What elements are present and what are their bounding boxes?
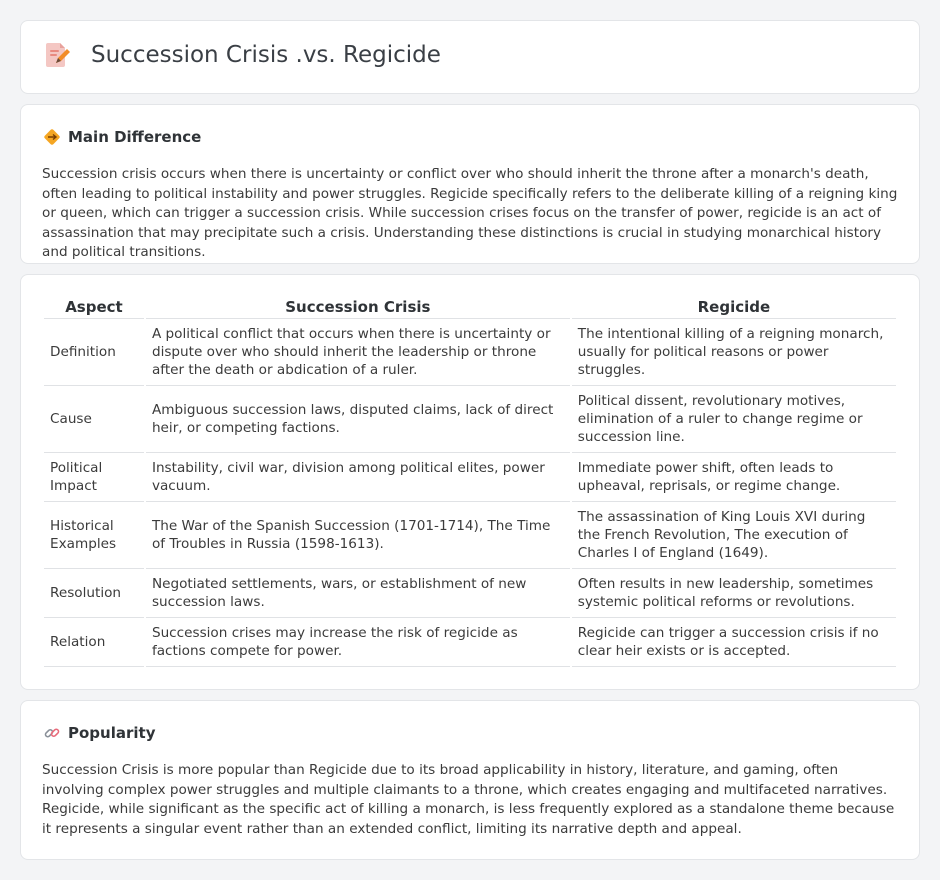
regicide-cell: The assassination of King Louis XVI during the French Revolution, The execution of Charles I of England (1649). <box>572 502 896 569</box>
page-title: Succession Crisis .vs. Regicide <box>91 42 441 68</box>
succession-cell: Succession crises may increase the risk of regicide as factions compete for power. <box>146 618 570 667</box>
regicide-cell: Immediate power shift, often leads to upheaval, reprisals, or regime change. <box>572 453 896 502</box>
aspect-cell: Political Impact <box>44 453 144 502</box>
popularity-heading <box>42 723 155 743</box>
table-header-row <box>44 295 896 319</box>
header-card <box>20 20 920 94</box>
header-regicide: Regicide <box>572 295 896 319</box>
main-difference-title: Main Difference <box>68 128 202 146</box>
document-edit-icon <box>45 41 71 69</box>
main-difference-text: Succession crisis occurs when there is uncertainty or conflict over who should inherit the throne after a monarch's death, often leading to political instability and power struggles. Regicide specifically refers to the deliberate killing of a reigning king or queen, which can trigger a succession crisis. While succession crises focus on the transfer of power, regicide is an act of assassination that may precipitate such a crisis. Understanding these distinctions is crucial in studying monarchical history and political transitions. <box>42 166 898 260</box>
aspect-cell: Cause <box>44 386 144 453</box>
title-row <box>45 41 441 69</box>
popularity-title: Popularity <box>68 724 156 742</box>
succession-cell: The War of the Spanish Succession (1701-1714), The Time of Troubles in Russia (1598-1613). <box>146 502 570 569</box>
regicide-cell: The intentional killing of a reigning monarch, usually for political reasons or power struggles. <box>572 319 896 386</box>
comparison-card <box>20 274 920 690</box>
comparison-table <box>42 295 898 667</box>
succession-cell: Instability, civil war, division among political elites, power vacuum. <box>146 453 570 502</box>
succession-cell: A political conflict that occurs when there is uncertainty or dispute over who should inherit the leadership or throne after the death or abdication of a ruler. <box>146 319 570 386</box>
popularity-text: Succession Crisis is more popular than Regicide due to its broad applicability in history, literature, and gaming, often involving complex power struggles and multiple claimants to a throne, which creates engaging and multifaceted narratives. Regicide, while significant as the specific act of killing a monarch, is less frequently explored as a standalone theme because it represents a singular event rather than an extended conflict, limiting its narrative depth and appeal. <box>42 762 895 837</box>
aspect-cell: Definition <box>44 319 144 386</box>
table-row <box>44 618 896 667</box>
link-icon <box>42 723 62 743</box>
popularity-card <box>20 700 920 860</box>
main-difference-card <box>20 104 920 264</box>
table-row <box>44 386 896 453</box>
regicide-cell: Often results in new leadership, sometimes systemic political reforms or revolutions. <box>572 569 896 618</box>
succession-cell: Ambiguous succession laws, disputed claims, lack of direct heir, or competing factions. <box>146 386 570 453</box>
table-row <box>44 453 896 502</box>
regicide-cell: Political dissent, revolutionary motives, elimination of a ruler to change regime or succession line. <box>572 386 896 453</box>
diamond-arrows-icon <box>42 127 62 147</box>
table-row <box>44 569 896 618</box>
aspect-cell: Relation <box>44 618 144 667</box>
table-row <box>44 319 896 386</box>
header-aspect: Aspect <box>44 295 144 319</box>
aspect-cell: Resolution <box>44 569 144 618</box>
regicide-cell: Regicide can trigger a succession crisis if no clear heir exists or is accepted. <box>572 618 896 667</box>
header-succession-crisis: Succession Crisis <box>146 295 570 319</box>
main-difference-heading <box>42 127 201 147</box>
table-row <box>44 502 896 569</box>
aspect-cell: Historical Examples <box>44 502 144 569</box>
succession-cell: Negotiated settlements, wars, or establishment of new succession laws. <box>146 569 570 618</box>
